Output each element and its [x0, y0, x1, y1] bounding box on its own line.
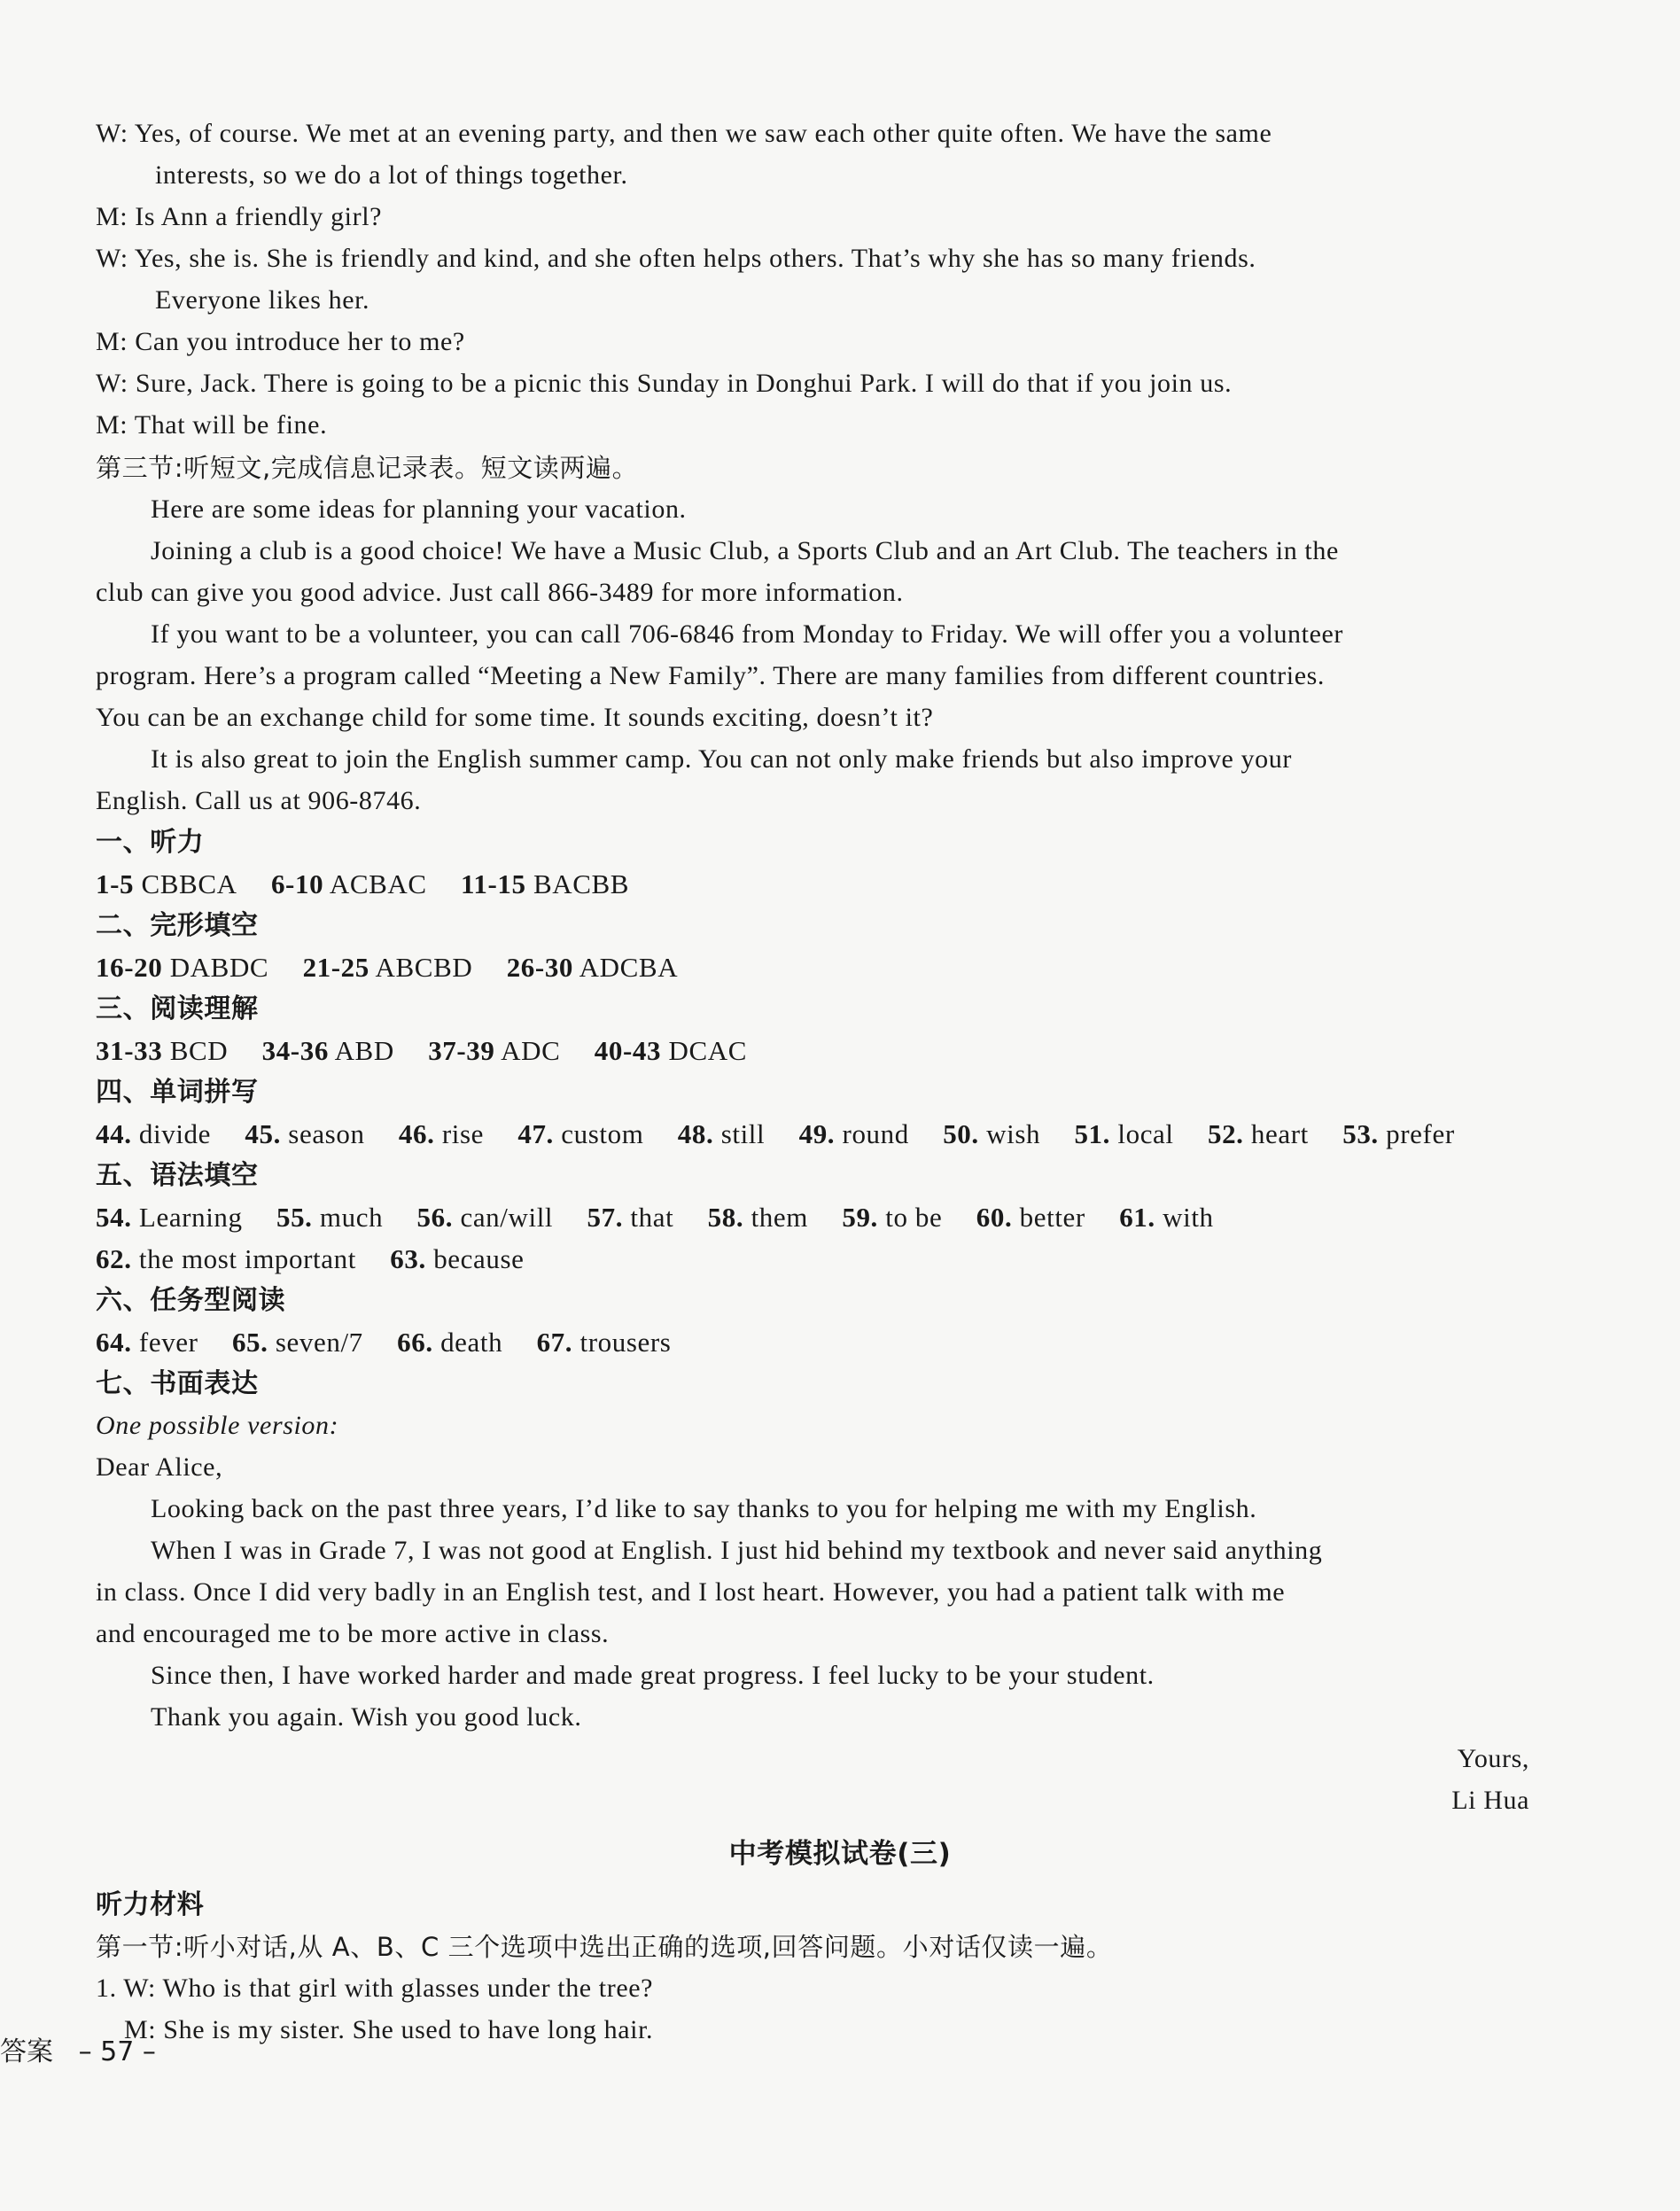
answer-item: 58. them: [707, 1202, 808, 1233]
spelling-heading: 四、单词拼写: [96, 1077, 259, 1108]
reading-answers: [96, 1033, 774, 1069]
task-reading-answers: [96, 1325, 697, 1360]
answer-item: 60. better: [976, 1202, 1085, 1233]
spelling-answers: [96, 1117, 1482, 1152]
version-label: One possible version:: [96, 1411, 339, 1440]
material-heading: 听力材料: [96, 1889, 205, 1920]
passage-line: Joining a club is a good choice! We have a Music Club, a Sports Club and an Art Club. The teachers in the: [151, 536, 1339, 565]
answer-item: 34-36 ABD: [261, 1035, 394, 1066]
passage-line: program. Here’s a program called “Meeting a New Family”. There are many families from different countries.: [96, 661, 1325, 690]
letter-line: Thank you again. Wish you good luck.: [151, 1702, 582, 1732]
answer-item: 55. much: [276, 1202, 384, 1233]
answer-item: 51. local: [1074, 1118, 1174, 1149]
answer-item: 48. still: [677, 1118, 766, 1149]
dialogue-line: W: Yes, she is. She is friendly and kind, and she often helps others. That’s why she has so many friends.: [96, 244, 1256, 273]
answer-item: 40-43 DCAC: [594, 1035, 747, 1066]
listening-heading: 一、听力: [96, 827, 205, 858]
answer-item: 37-39 ADC: [428, 1035, 561, 1066]
passage-line: You can be an exchange child for some time. It sounds exciting, doesn’t it?: [96, 703, 934, 732]
letter-line: in class. Once I did very badly in an English test, and I lost heart. However, you had a patient talk with me: [96, 1577, 1286, 1607]
passage-line: English. Call us at 906-8746.: [96, 786, 422, 815]
letter-line: Looking back on the past three years, I’d like to say thanks to you for helping me with my English.: [151, 1494, 1257, 1523]
answer-item: 66. death: [397, 1327, 503, 1358]
answer-item: 52. heart: [1207, 1118, 1309, 1149]
answer-item: 50. wish: [943, 1118, 1041, 1149]
dialogue-line: M: Can you introduce her to me?: [96, 327, 465, 356]
answer-item: 47. custom: [517, 1118, 644, 1149]
cloze-heading: 二、完形填空: [96, 910, 259, 941]
answer-item: 62. the most important: [96, 1243, 356, 1274]
dialogue-line: interests, so we do a lot of things together.: [155, 160, 628, 190]
letter-line: When I was in Grade 7, I was not good at English. I just hid behind my textbook and never said anything: [151, 1536, 1323, 1565]
answer-item: 67. trousers: [536, 1327, 672, 1358]
grammar-heading: 五、语法填空: [96, 1160, 259, 1191]
reading-heading: 三、阅读理解: [96, 993, 259, 1024]
answer-item: 49. round: [798, 1118, 909, 1149]
answer-item: 61. with: [1119, 1202, 1214, 1233]
dialogue-line: M: That will be fine.: [96, 410, 328, 440]
dialogue-line: W: Sure, Jack. There is going to be a picnic this Sunday in Donghui Park. I will do that if you join us.: [96, 369, 1233, 398]
letter-closing: Yours,: [1457, 1744, 1529, 1773]
letter-line: Since then, I have worked harder and made great progress. I feel lucky to be your student.: [151, 1661, 1155, 1690]
answer-item: 57. that: [587, 1202, 674, 1233]
answer-item: 54. Learning: [96, 1202, 243, 1233]
dialogue-line: W: Yes, of course. We met at an evening party, and then we saw each other quite often. We have the same: [96, 119, 1272, 148]
passage-line: Here are some ideas for planning your vacation.: [151, 494, 687, 524]
writing-heading: 七、书面表达: [96, 1368, 259, 1399]
dialogue-line: M: Is Ann a friendly girl?: [96, 202, 383, 231]
passage-line: If you want to be a volunteer, you can call 706-6846 from Monday to Friday. We will offer you a volunteer: [151, 619, 1343, 649]
listening-answers: [96, 867, 656, 902]
letter-signature: Li Hua: [1451, 1786, 1529, 1815]
page-number: – 57 –: [78, 2036, 156, 2067]
answer-item: 1-5 CBBCA: [96, 868, 237, 899]
letter-line: and encouraged me to be more active in class.: [96, 1619, 610, 1648]
page-footer: [0, 2029, 156, 2068]
answer-item: 56. can/will: [416, 1202, 554, 1233]
answer-item: 46. rise: [398, 1118, 484, 1149]
grammar-answers-2: [96, 1242, 551, 1277]
footer-label: 答案: [0, 2036, 53, 2067]
letter-salutation: Dear Alice,: [96, 1452, 223, 1482]
answer-item: 21-25 ABCBD: [302, 952, 473, 983]
passage-line: club can give you good advice. Just call 866-3489 for more information.: [96, 578, 904, 607]
question-line: M: She is my sister. She used to have long hair.: [124, 2015, 654, 2044]
answer-item: 63. because: [390, 1243, 525, 1274]
answer-item: 11-15 BACBB: [461, 868, 630, 899]
answer-item: 31-33 BCD: [96, 1035, 229, 1066]
answer-item: 53. prefer: [1342, 1118, 1455, 1149]
exam-title: 中考模拟试卷(三): [728, 1838, 952, 1870]
answer-item: 44. divide: [96, 1118, 212, 1149]
passage-line: It is also great to join the English summer camp. You can not only make friends but also improve your: [151, 744, 1292, 774]
dialogue-line: Everyone likes her.: [155, 285, 370, 315]
answer-item: 65. seven/7: [231, 1327, 363, 1358]
answer-item: 26-30 ADCBA: [506, 952, 679, 983]
answer-item: 64. fever: [96, 1327, 198, 1358]
answer-item: 45. season: [245, 1118, 365, 1149]
section1-heading: 第一节:听小对话,从 A、B、C 三个选项中选出正确的选项,回答问题。小对话仅读一遍。: [96, 1932, 1113, 1962]
answer-item: 59. to be: [842, 1202, 943, 1233]
answer-item: 6-10 ACBAC: [270, 868, 427, 899]
grammar-answers: [96, 1200, 1241, 1235]
question-line: 1. W: Who is that girl with glasses under the tree?: [96, 1974, 654, 2003]
task-reading-heading: 六、任务型阅读: [96, 1285, 286, 1316]
answer-item: 16-20 DABDC: [96, 952, 269, 983]
cloze-answers: [96, 950, 704, 985]
section3-heading: 第三节:听短文,完成信息记录表。短文读两遍。: [96, 453, 639, 483]
